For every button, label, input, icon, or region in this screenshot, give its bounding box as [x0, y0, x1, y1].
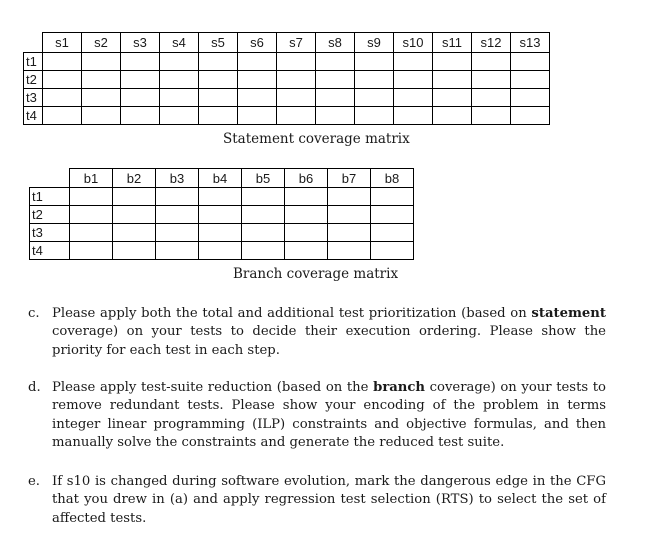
table-row: [30, 206, 414, 224]
matrix-cell[interactable]: [82, 71, 121, 89]
matrix-cell[interactable]: [238, 71, 277, 89]
matrix-cell[interactable]: [316, 71, 355, 89]
matrix-cell[interactable]: [238, 89, 277, 107]
matrix-cell[interactable]: [70, 188, 113, 206]
matrix-cell[interactable]: [160, 53, 199, 71]
matrix-cell[interactable]: [277, 53, 316, 71]
matrix-cell[interactable]: [511, 71, 550, 89]
question-text-end: coverage) on your tests to remove redundant tests. Please show your encoding of the problem in terms integer linear programming (ILP) constraints and objective formulas, and then manually solve the constraints and generate the reduced test suite.: [52, 380, 606, 451]
question-text-start: Please apply test-suite reduction (based on the: [52, 380, 374, 395]
matrix-cell[interactable]: [394, 53, 433, 71]
matrix-cell[interactable]: [156, 206, 199, 224]
matrix-cell[interactable]: [433, 53, 472, 71]
question-d: [28, 379, 606, 453]
matrix-cell[interactable]: [121, 107, 160, 125]
question-text: If s10 is changed during software evolution, mark the dangerous edge in the CFG that you drew in (a) and apply regression test selection (RTS) to select the set of affected tests.: [52, 474, 606, 526]
matrix-cell[interactable]: [277, 89, 316, 107]
matrix-cell[interactable]: [394, 71, 433, 89]
row-header: t1: [24, 53, 43, 71]
matrix-cell[interactable]: [242, 224, 285, 242]
matrix-cell[interactable]: [285, 188, 328, 206]
column-header: b2: [113, 169, 156, 188]
matrix-cell[interactable]: [82, 53, 121, 71]
column-header: s5: [199, 33, 238, 53]
matrix-cell[interactable]: [156, 188, 199, 206]
question-label: d.: [28, 380, 41, 395]
column-header: s10: [394, 33, 433, 53]
matrix-cell[interactable]: [82, 89, 121, 107]
column-header: s2: [82, 33, 121, 53]
statement-matrix-caption: Statement coverage matrix: [223, 131, 410, 147]
table-row: [30, 224, 414, 242]
row-header: t3: [30, 224, 70, 242]
matrix-cell[interactable]: [160, 71, 199, 89]
matrix-cell[interactable]: [43, 107, 82, 125]
emphasized-term: branch: [373, 380, 426, 395]
matrix-cell[interactable]: [511, 107, 550, 125]
matrix-cell[interactable]: [113, 224, 156, 242]
matrix-cell[interactable]: [328, 206, 371, 224]
matrix-cell[interactable]: [43, 71, 82, 89]
matrix-cell[interactable]: [511, 89, 550, 107]
column-header: b6: [285, 169, 328, 188]
branch-coverage-matrix: [29, 168, 414, 260]
row-header: t4: [30, 242, 70, 260]
matrix-cell[interactable]: [199, 224, 242, 242]
matrix-cell[interactable]: [238, 53, 277, 71]
matrix-cell[interactable]: [371, 224, 414, 242]
column-header: b8: [371, 169, 414, 188]
header-row: [30, 169, 414, 188]
matrix-cell[interactable]: [355, 89, 394, 107]
matrix-cell[interactable]: [43, 89, 82, 107]
row-header: t1: [30, 188, 70, 206]
matrix-cell[interactable]: [316, 89, 355, 107]
matrix-cell[interactable]: [433, 71, 472, 89]
column-header: s3: [121, 33, 160, 53]
question-c: [28, 305, 606, 360]
matrix-cell[interactable]: [433, 89, 472, 107]
matrix-cell[interactable]: [242, 242, 285, 260]
column-header: s11: [433, 33, 472, 53]
matrix-cell[interactable]: [316, 53, 355, 71]
matrix-cell[interactable]: [328, 188, 371, 206]
matrix-cell[interactable]: [328, 224, 371, 242]
row-header: t3: [24, 89, 43, 107]
question-text-start: Please apply both the total and additional test prioritization (based on: [52, 306, 532, 321]
matrix-cell[interactable]: [199, 89, 238, 107]
matrix-cell[interactable]: [199, 242, 242, 260]
table-row: [24, 71, 550, 89]
column-header: b1: [70, 169, 113, 188]
column-header: s8: [316, 33, 355, 53]
matrix-cell[interactable]: [472, 53, 511, 71]
matrix-cell[interactable]: [121, 89, 160, 107]
matrix-cell[interactable]: [242, 206, 285, 224]
question-text: [52, 379, 606, 453]
question-label: c.: [28, 306, 40, 321]
matrix-cell[interactable]: [238, 107, 277, 125]
matrix-cell[interactable]: [160, 89, 199, 107]
row-header: t4: [24, 107, 43, 125]
matrix-cell[interactable]: [199, 206, 242, 224]
matrix-cell[interactable]: [113, 188, 156, 206]
matrix-cell[interactable]: [285, 206, 328, 224]
matrix-cell[interactable]: [472, 71, 511, 89]
matrix-cell[interactable]: [371, 188, 414, 206]
column-header: s9: [355, 33, 394, 53]
matrix-cell[interactable]: [394, 89, 433, 107]
matrix-cell[interactable]: [277, 107, 316, 125]
column-header: b5: [242, 169, 285, 188]
matrix-cell[interactable]: [70, 242, 113, 260]
matrix-cell[interactable]: [156, 224, 199, 242]
table-row: [24, 107, 550, 125]
matrix-cell[interactable]: [472, 107, 511, 125]
matrix-cell[interactable]: [242, 188, 285, 206]
matrix-cell[interactable]: [121, 71, 160, 89]
matrix-cell[interactable]: [199, 53, 238, 71]
corner-cell: [24, 33, 43, 53]
matrix-cell[interactable]: [199, 71, 238, 89]
matrix-cell[interactable]: [70, 206, 113, 224]
column-header: s1: [43, 33, 82, 53]
column-header: b4: [199, 169, 242, 188]
matrix-cell[interactable]: [316, 107, 355, 125]
matrix-cell[interactable]: [199, 188, 242, 206]
matrix-cell[interactable]: [160, 107, 199, 125]
column-header: s12: [472, 33, 511, 53]
corner-cell: [30, 169, 70, 188]
matrix-cell[interactable]: [199, 107, 238, 125]
matrix-cell[interactable]: [355, 107, 394, 125]
matrix-cell[interactable]: [355, 71, 394, 89]
row-header: t2: [24, 71, 43, 89]
matrix-cell[interactable]: [156, 242, 199, 260]
matrix-cell[interactable]: [285, 224, 328, 242]
question-text: [52, 305, 606, 360]
matrix-cell[interactable]: [511, 53, 550, 71]
matrix-cell[interactable]: [472, 89, 511, 107]
matrix-cell[interactable]: [113, 206, 156, 224]
matrix-cell[interactable]: [121, 53, 160, 71]
table-row: [30, 242, 414, 260]
matrix-cell[interactable]: [328, 242, 371, 260]
matrix-cell[interactable]: [70, 224, 113, 242]
question-label: e.: [28, 474, 40, 489]
table-row: [30, 188, 414, 206]
column-header: s6: [238, 33, 277, 53]
table-row: [24, 53, 550, 71]
matrix-cell[interactable]: [285, 242, 328, 260]
row-header: t2: [30, 206, 70, 224]
question-e: [28, 473, 606, 528]
table-row: [24, 89, 550, 107]
column-header: s4: [160, 33, 199, 53]
question-text-end: coverage) on your tests to decide their execution ordering. Please show the priority for each test in each step.: [52, 324, 606, 358]
column-header: b7: [328, 169, 371, 188]
statement-coverage-matrix: [23, 32, 550, 125]
matrix-cell[interactable]: [277, 71, 316, 89]
matrix-cell[interactable]: [433, 107, 472, 125]
header-row: [24, 33, 550, 53]
matrix-cell[interactable]: [82, 107, 121, 125]
matrix-cell[interactable]: [355, 53, 394, 71]
matrix-cell[interactable]: [43, 53, 82, 71]
column-header: b3: [156, 169, 199, 188]
matrix-cell[interactable]: [113, 242, 156, 260]
emphasized-term: statement: [531, 306, 606, 321]
matrix-cell[interactable]: [394, 107, 433, 125]
column-header: s7: [277, 33, 316, 53]
branch-matrix-caption: Branch coverage matrix: [233, 266, 399, 282]
column-header: s13: [511, 33, 550, 53]
matrix-cell[interactable]: [371, 206, 414, 224]
matrix-cell[interactable]: [371, 242, 414, 260]
